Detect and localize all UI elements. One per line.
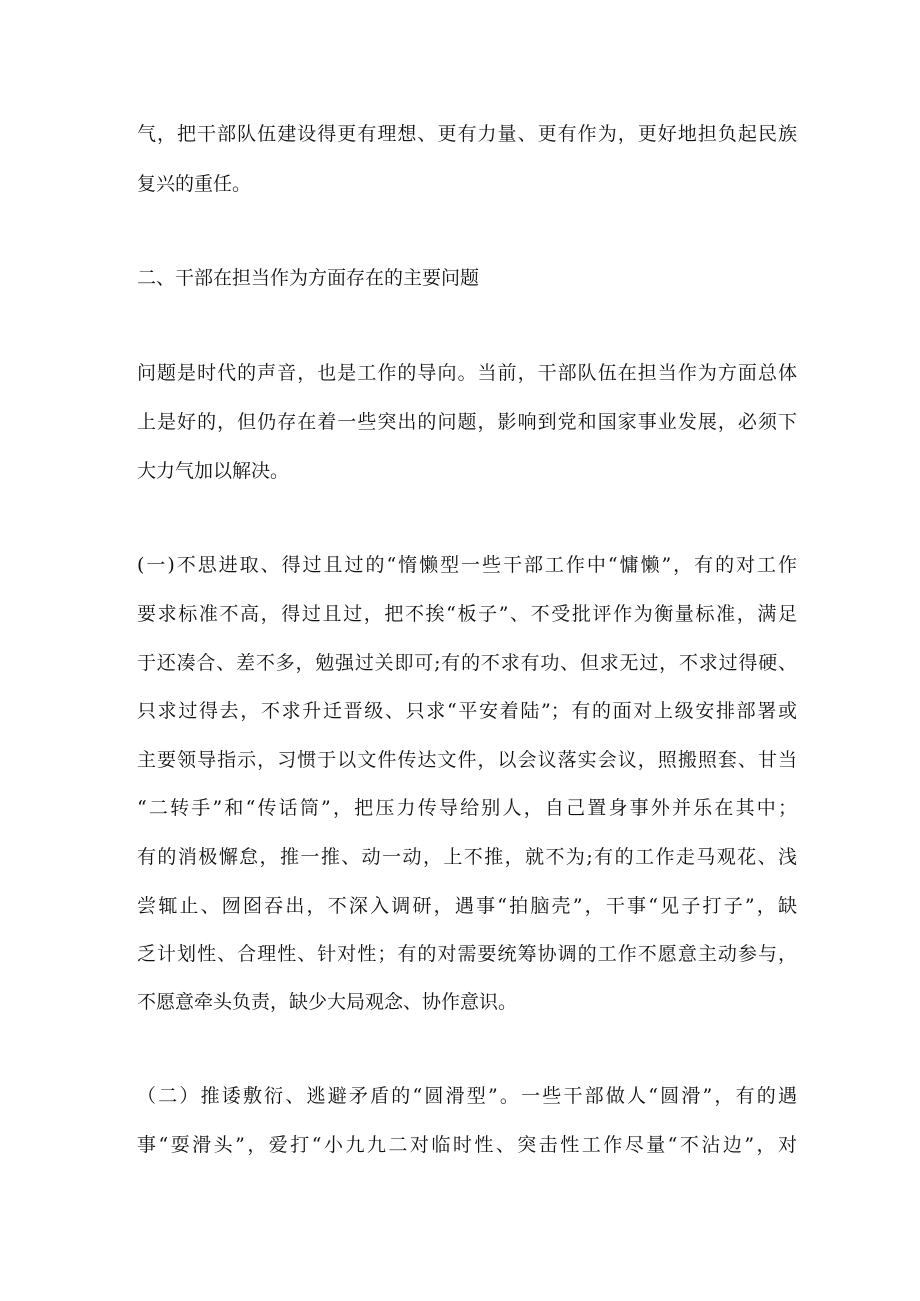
p2-line-3: 大力气加以解决。 <box>137 460 290 482</box>
p3-line-9: 乏计划性、合理性、针对性；有的对需要统筹协调的工作不愿意主动参与， <box>137 943 797 965</box>
p3-line-3: 于还凑合、差不多，勉强过关即可;有的不求有功、但求无过，不求过得硬、 <box>137 652 797 674</box>
p1-line-2: 复兴的重任。 <box>137 173 252 195</box>
p3-line-8: 尝辄止、囫囵吞出，不深入调研，遇事“拍脑壳”，干事“见子打子”，缺 <box>137 895 797 917</box>
p3-line-6: “二转手”和“传话筒”，把压力传导给别人，自己置身事外并乐在其中； <box>137 797 797 819</box>
p3-line-5: 主要领导指示，习惯于以文件传达文件，以会议落实会议，照搬照套、甘当 <box>137 749 797 771</box>
p3-line-7: 有的消极懈怠，推一推、动一动，上不推，就不为;有的工作走马观花、浅 <box>137 846 797 868</box>
p4-line-2: 事“耍滑头”，爱打“小九九二对临时性、突击性工作尽量“不沾边”，对 <box>137 1134 797 1156</box>
p1-line-1: 气，把干部队伍建设得更有理想、更有力量、更有作为，更好地担负起民族 <box>137 123 797 145</box>
p3-line-10: 不愿意牵头负责，缺少大局观念、协作意识。 <box>137 991 518 1013</box>
p2-line-1: 问题是时代的声音，也是工作的导向。当前，干部队伍在担当作为方面总体 <box>137 362 797 384</box>
section-heading: 二、干部在担当作为方面存在的主要问题 <box>137 267 480 289</box>
p3-line-4: 只求过得去，不求升迁晋级、只求“平安着陆”；有的面对上级安排部署或 <box>137 700 797 722</box>
p4-line-1: （二）推诿敷衍、逃避矛盾的“圆滑型”。一些干部做人“圆滑”，有的遇 <box>137 1085 797 1107</box>
p3-line-1: (一)不思进取、得过且过的“惰懒型一些干部工作中“慵懒”，有的对工作 <box>137 554 797 576</box>
p2-line-2: 上是好的，但仍存在着一些突出的问题，影响到党和国家事业发展，必须下 <box>137 411 797 433</box>
p3-line-2: 要求标准不高，得过且过，把不挨“板子”、不受批评作为衡量标准，满足 <box>137 603 797 625</box>
